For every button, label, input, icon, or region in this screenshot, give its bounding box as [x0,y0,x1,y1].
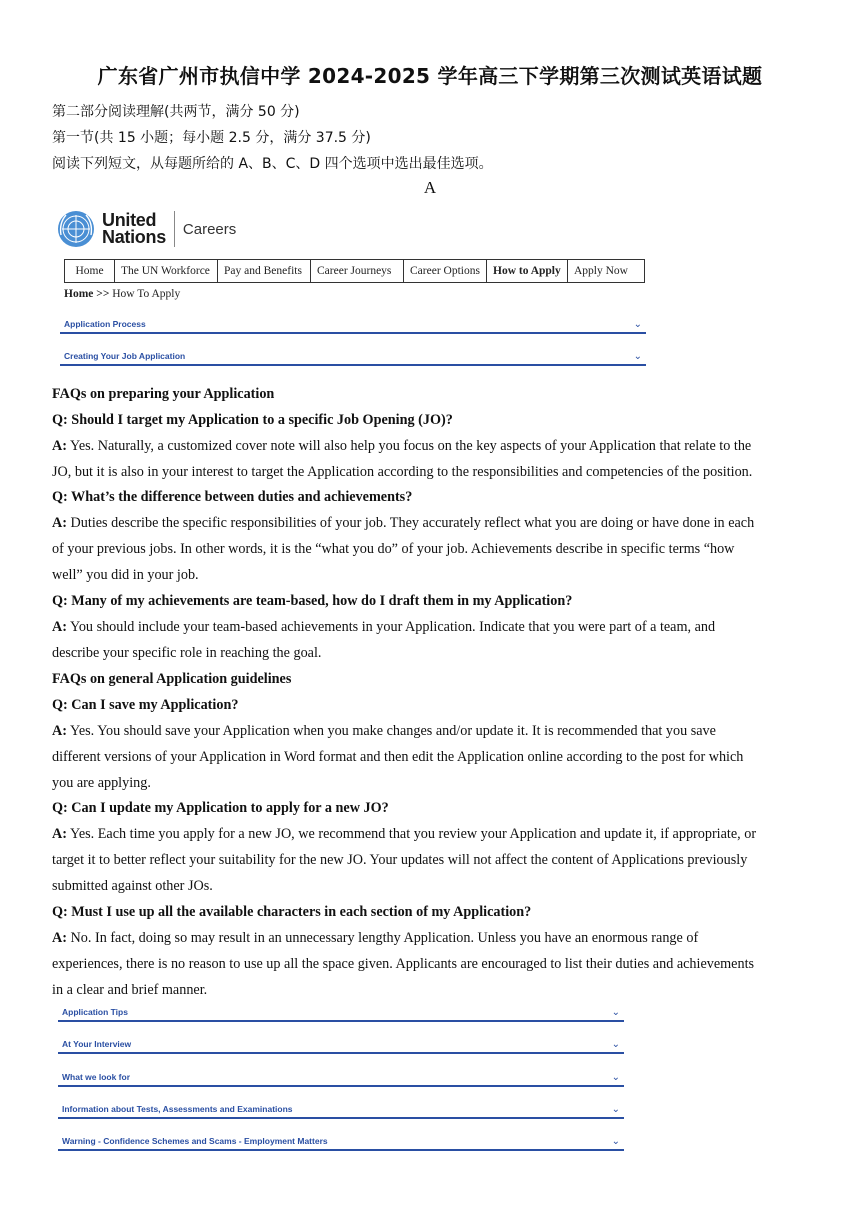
un-emblem-icon [56,209,96,249]
faq-question: Q: Should I target my Application to a specific Job Opening (JO)? [52,412,453,428]
chevron-down-icon: ⌄ [611,1135,620,1147]
chevron-down-icon: ⌄ [611,1006,620,1018]
chevron-down-icon: ⌄ [611,1103,620,1115]
accordion-label: Warning - Confidence Schemes and Scams - Employment Matters [62,1136,328,1146]
faq-answer-line: describe your specific role in reaching the goal. [52,645,322,661]
accordion-label: Creating Your Job Application [64,351,186,361]
faq-answer-line [52,515,754,532]
accordion-application-tips[interactable] [58,1006,624,1022]
nav-career-journeys[interactable]: Career Journeys [311,260,404,282]
accordion-label: Application Process [64,319,146,329]
faq-answer-line [52,826,756,843]
answer-label: A: [52,723,67,739]
faq-heading-general: FAQs on general Application guidelines [52,671,292,687]
faq-heading-preparing: FAQs on preparing your Application [52,386,275,402]
un-wordmark-line1: United [102,210,157,230]
header-divider [174,211,175,247]
faq-question: Q: Must I use up all the available characters in each section of my Application? [52,904,532,920]
accordion-creating-application[interactable] [60,350,646,366]
faq-question: Q: Many of my achievements are team-based, how do I draft them in my Application? [52,593,573,609]
careers-label: Careers [182,220,237,238]
accordion-application-process[interactable] [60,318,646,334]
faq-answer-line: well” you did in your job. [52,567,199,583]
faq-answer-line: in a clear and brief manner. [52,982,208,998]
un-wordmark [102,212,166,246]
answer-label: A: [52,619,67,635]
accordion-what-we-look-for[interactable] [58,1071,624,1087]
answer-text: Yes. Naturally, a customized cover note will also help you focus on the key aspects of your Application that relate to the [66,438,752,454]
main-nav [64,259,645,283]
answer-label: A: [52,826,67,842]
un-wordmark-line2: Nations [102,227,166,247]
nav-how-to-apply[interactable]: How to Apply [487,260,568,282]
page-title: 广东省广州市执信中学 2024-2025 学年高三下学期第三次测试英语试题 [97,64,763,88]
nav-pay-benefits[interactable]: Pay and Benefits [218,260,311,282]
nav-apply-now[interactable]: Apply Now [574,265,628,277]
faq-answer-line: target it to better reflect your suitability for the new JO. Your updates will not affect the content of Applications previously [52,852,748,868]
accordion-label: Information about Tests, Assessments and Examinations [62,1104,293,1114]
nav-home[interactable]: Home [65,260,115,282]
un-careers-header [56,207,236,251]
answer-label: A: [52,930,67,946]
accordion-warning-scams[interactable] [58,1135,624,1151]
accordion-at-your-interview[interactable] [58,1038,624,1054]
accordion-label: Application Tips [62,1007,128,1017]
accordion-tests-assessments[interactable] [58,1103,624,1119]
accordion-label: At Your Interview [62,1039,132,1049]
answer-text: You should include your team-based achievements in your Application. Indicate that you were part of a team, and [66,619,716,635]
faq-answer-line: you are applying. [52,775,151,791]
intro-part: 第二部分阅读理解(共两节，满分 50 分) [52,104,300,120]
answer-text: Yes. Each time you apply for a new JO, we recommend that you review your Application and update it, if appropriate, or [66,826,757,842]
answer-text: Duties describe the specific responsibilities of your job. They accurately reflect what you are doing or have done in each [66,515,755,531]
chevron-down-icon: ⌄ [633,318,642,330]
breadcrumb-separator: >> [96,288,110,300]
nav-career-options[interactable]: Career Options [404,260,487,282]
faq-answer-line: experiences, there is no reason to use up all the space given. Applicants are encouraged to list their duties and achievements [52,956,755,972]
faq-answer-line [52,619,715,636]
faq-answer-line [52,930,698,947]
faq-answer-line: of your previous jobs. In other words, it is the “what you do” of your job. Achievements describe in specific terms “how [52,541,735,557]
faq-answer-line: submitted against other JOs. [52,878,213,894]
breadcrumb-current: How To Apply [112,288,181,300]
chevron-down-icon: ⌄ [611,1071,620,1083]
intro-section: 第一节(共 15 小题；每小题 2.5 分，满分 37.5 分) [52,130,371,146]
faq-answer-line [52,438,751,455]
faq-answer-line: JO, but it is also in your interest to target the Application according to the responsibilities and competencies of the position. [52,464,753,480]
breadcrumb [64,288,180,300]
answer-label: A: [52,515,67,531]
accordion-label: What we look for [62,1072,130,1082]
faq-question: Q: Can I update my Application to apply for a new JO? [52,800,389,816]
answer-text: Yes. You should save your Application when you make changes and/or update it. It is recommended that you save [66,723,716,739]
section-letter: A [423,178,437,197]
nav-un-workforce[interactable]: The UN Workforce [115,260,218,282]
faq-question: Q: Can I save my Application? [52,697,239,713]
breadcrumb-home[interactable]: Home [64,288,94,300]
faq-question: Q: What’s the difference between duties and achievements? [52,489,413,505]
answer-label: A: [52,438,67,454]
faq-answer-line: different versions of your Application in Word format and then edit the Application online according to the post for which [52,749,744,765]
faq-answer-line [52,723,716,740]
answer-text: No. In fact, doing so may result in an unnecessary lengthy Application. Unless you have an enormous range of [66,930,699,946]
chevron-down-icon: ⌄ [633,350,642,362]
chevron-down-icon: ⌄ [611,1038,620,1050]
intro-instructions: 阅读下列短文，从每题所给的 A、B、C、D 四个选项中选出最佳选项。 [52,156,493,172]
